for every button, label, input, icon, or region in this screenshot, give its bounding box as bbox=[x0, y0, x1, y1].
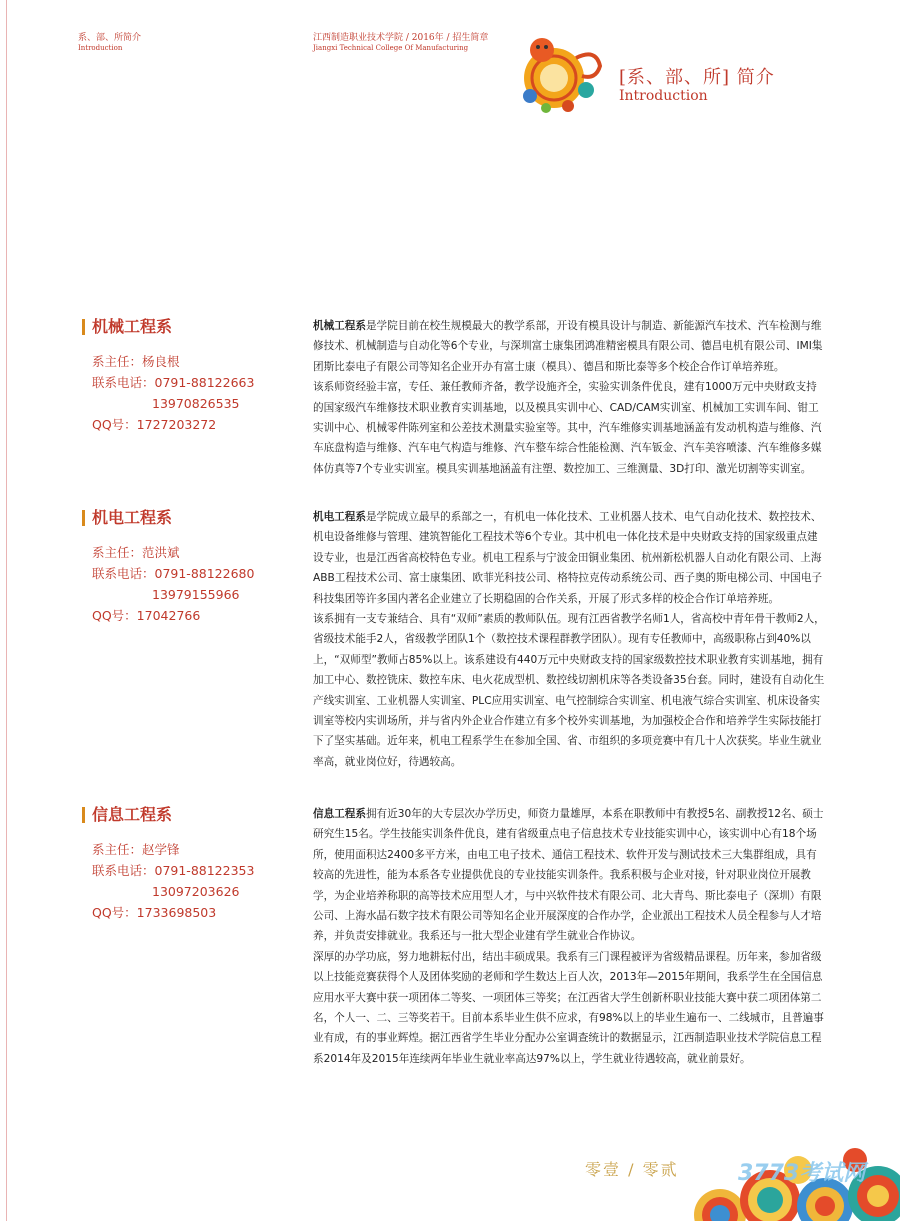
accent-bar bbox=[82, 319, 85, 335]
section-title-cn: [系、部、所] 简介 bbox=[619, 67, 775, 88]
description-paragraph bbox=[313, 804, 825, 947]
accent-bar bbox=[82, 510, 85, 526]
section-title-en: Introduction bbox=[619, 88, 708, 104]
department-description-electromechanical bbox=[313, 507, 825, 772]
phone: 联系电话：0791-88122680 bbox=[92, 566, 255, 581]
description-text: 是学院成立最早的系部之一，有机电一体化技术、工业机器人技术、电气自动化技术、数控技术、机电设备维修与管理、建筑智能化工程技术等6个专业。其中机电一体化技术是中央财政支持的国家级重点建设专业，也是江西省高校特色专业。机电工程系与宁波金田铜业集团、杭州新松机器人自动化有限公司、上海ABB工程技术公司、富士康集团、欧菲光科技公司、格特拉克传动系统公司、西子奥的斯电梯公司、中国电子科技集团等许多国内著名企业建立了长期稳固的合作关系，开展了形式多样的校企合作订单培养班。 bbox=[313, 511, 823, 605]
header-left-cn: 系、部、所简介 bbox=[78, 33, 142, 43]
department-name: 信息工程系 bbox=[92, 805, 173, 824]
director: 系主任：杨良根 bbox=[92, 354, 180, 369]
description-lead: 机械工程系 bbox=[313, 320, 366, 332]
description-paragraph: 该系拥有一支专兼结合、具有“双师”素质的教师队伍。现有江西省教学名师1人，省高校中青年骨干教师2人，省级技术能手2人，省级教学团队1个（数控技术课程群教学团队）。现有专任教师中，高级职称占到40%以上，“双师型”教师占85%以上。该系建设有440万元中央财政支持的国家级数控技术职业教育实训基地，拥有加工中心、数控铣床、数控车床、电火花成型机、数控线切割机床等各类设备35台套。同时，建设有自动化生产线实训室、工业机器人实训室、PLC应用实训室、电气控制综合实训室、机电液气综合实训室、机床设备实训室等校内实训场所，并与省内外企业合作建立有多个校外实训基地，为加强校企合作和培养学生实际技能打下了坚实基础。近年来，机电工程系学生在参加全国、省、市组织的多项竞赛中有几十人次获奖。毕业生就业率高，就业岗位好，待遇较高。 bbox=[313, 613, 825, 768]
department-contacts bbox=[92, 542, 254, 626]
phone: 联系电话：0791-88122663 bbox=[92, 375, 255, 390]
description-paragraph bbox=[313, 316, 825, 377]
description-text: 是学院目前在校生规模最大的教学系部，开设有模具设计与制造、新能源汽车技术、汽车检测与维修技术、机械制造与自动化等6个专业，与深圳富士康集团鸿准精密模具有限公司、德昌电机有限公司、IMI集团斯比泰电子有限公司等知名企业开办有富士康（模具）、德昌和斯比泰等多个校企合作订单培养班。 bbox=[313, 320, 823, 373]
qq-number: QQ号：1733698503 bbox=[92, 905, 217, 920]
department-name: 机械工程系 bbox=[92, 317, 173, 336]
director: 系主任：赵学锋 bbox=[92, 842, 180, 857]
department-contacts bbox=[92, 351, 254, 435]
description-text: 拥有近30年的大专层次办学历史，师资力量雄厚，本系在职教师中有教授5名、副教授12名、硕士研究生15名。学生技能实训条件优良，建有省级重点电子信息技术专业技能实训中心，该实训中心有18个场所，使用面积达2400多平方米，由电工电子技术、通信工程技术、软件开发与测试技术三大集群组成，具有较高的先进性，能为本系各专业提供优良的专业技能实训条件。我系积极与企业对接，针对职业岗位开展教学，为企业培养称职的高等技术应用型人才，与中兴软件技术有限公司、北大青鸟、斯比泰电子（深圳）有限公司、上海水晶石数字技术有限公司等知名企业开展深度的合作办学，企业派出工程技术人员全程参与人才培养，并负责安排就业。我系还与一批大型企业建有学生就业合作协议。 bbox=[313, 808, 824, 943]
description-paragraph: 该系师资经验丰富，专任、兼任教师齐备，教学设施齐全，实验实训条件优良，建有1000万元中央财政支持的国家级汽车维修技术职业教育实训基地，以及模具实训中心、CAD/CAM实训室、机械加工实训车间、钳工实训中心、机械零件陈列室和公差技术测量实验室等。其中，汽车维修实训基地涵盖有发动机构造与维修、汽车底盘构造与维修、汽车电气构造与维修、汽车整车综合性能检测、汽车钣金、汽车美容喷漆、汽车维修多媒体仿真等7个专业实训室。模具实训基地涵盖有注塑、数控加工、三维测量、3D打印、激光切割等实训室。 bbox=[313, 381, 822, 475]
department-information bbox=[82, 804, 254, 923]
department-description-information bbox=[313, 804, 825, 1069]
mobile-phone: 13979155966 bbox=[152, 587, 240, 602]
header-center bbox=[313, 33, 488, 52]
department-name: 机电工程系 bbox=[92, 508, 173, 527]
phone: 联系电话：0791-88122353 bbox=[92, 863, 255, 878]
department-electromechanical bbox=[82, 507, 254, 626]
director: 系主任：范洪斌 bbox=[92, 545, 180, 560]
header-left bbox=[78, 33, 141, 52]
mobile-phone: 13097203626 bbox=[152, 884, 240, 899]
watermark: 3773考试网 bbox=[738, 1161, 866, 1186]
header-left-en: Introduction bbox=[78, 43, 123, 52]
monkey-mascot-icon bbox=[516, 28, 606, 116]
section-title bbox=[619, 63, 775, 104]
description-lead: 信息工程系 bbox=[313, 808, 366, 820]
page-edge-line bbox=[6, 0, 7, 1221]
qq-number: QQ号：17042766 bbox=[92, 608, 201, 623]
description-paragraph bbox=[313, 507, 825, 609]
description-lead: 机电工程系 bbox=[313, 511, 366, 523]
mobile-phone: 13970826535 bbox=[152, 396, 240, 411]
department-mechanical bbox=[82, 316, 254, 435]
header-college-en: Jiangxi Technical College Of Manufacturing bbox=[313, 43, 469, 52]
page-number: 零壹 / 零贰 bbox=[585, 1160, 679, 1179]
header-college-cn: 江西制造职业技术学院 / 2016年 / 招生简章 bbox=[313, 33, 489, 43]
qq-number: QQ号：1727203272 bbox=[92, 417, 217, 432]
description-paragraph: 深厚的办学功底，努力地耕耘付出，结出丰硕成果。我系有三门课程被评为省级精品课程。历年来，参加省级以上技能竞赛获得个人及团体奖励的老师和学生数达上百人次，2013年—2015年期间，我系学生在全国信息应用水平大赛中获一项团体二等奖、一项团体三等奖；在江西省大学生创新杯职业技能大赛中获二项团体第二名，个人一、二、三等奖若干。目前本系毕业生供不应求，有98%以上的毕业生遍布一、二线城市，且普遍事业有成，有的事业辉煌。据江西省学生毕业分配办公室调查统计的数据显示，江西制造职业技术学院信息工程系2014年及2015年连续两年毕业生就业率高达97%以上，学生就业待遇较高，就业前景好。 bbox=[313, 950, 824, 1065]
department-description-mechanical bbox=[313, 316, 825, 479]
department-contacts bbox=[92, 839, 254, 923]
accent-bar bbox=[82, 807, 85, 823]
